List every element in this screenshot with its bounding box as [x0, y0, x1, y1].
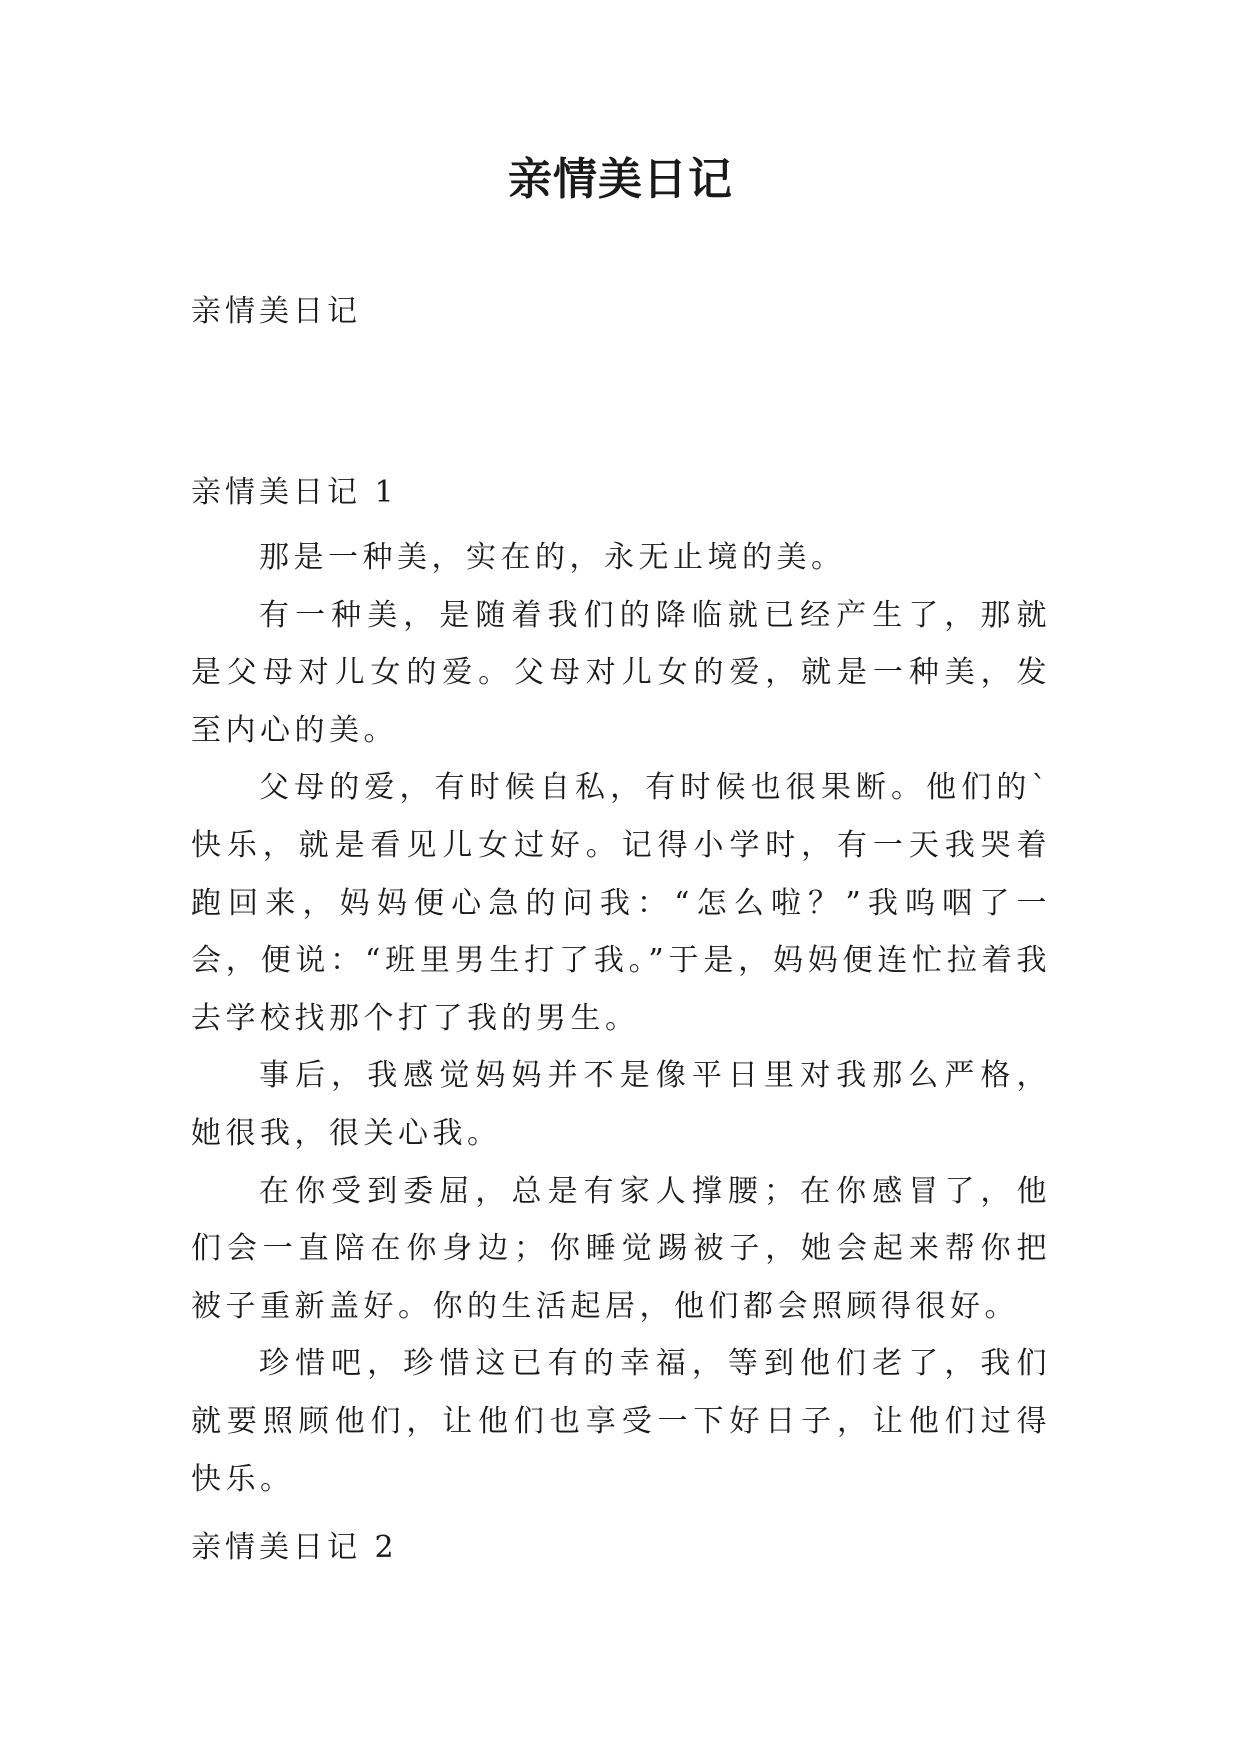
paragraph: 父母的爱，有时候自私，有时候也很果断。他们的`快乐，就是看见儿女过好。记得小学时，有一天我哭着跑回来，妈妈便心急的问我：“怎么啦？”我呜咽了一会，便说：“班里男生打了我。”于是，妈妈便连忙拉着我去学校找那个打了我的男生。 [191, 770, 1051, 1036]
paragraph: 那是一种美，实在的，永无止境的美。 [259, 540, 846, 575]
section-heading-1: 亲情美日记 1 [191, 475, 398, 510]
paragraph: 事后，我感觉妈妈并不是像平日里对我那么严格，她很我，很关心我。 [191, 1058, 1051, 1151]
document-subtitle: 亲情美日记 [191, 294, 361, 329]
paragraph: 珍惜吧，珍惜这已有的幸福，等到他们老了，我们就要照顾他们，让他们也享受一下好日子，让他们过得快乐。 [191, 1346, 1051, 1497]
paragraph: 有一种美，是随着我们的降临就已经产生了，那就是父母对儿女的爱。父母对儿女的爱，就是一种美，发至内心的美。 [191, 597, 1051, 748]
paragraph: 在你受到委屈，总是有家人撑腰；在你感冒了，他们会一直陪在你身边；你睡觉踢被子，她会起来帮你把被子重新盖好。你的生活起居，他们都会照顾得很好。 [191, 1173, 1051, 1324]
document-title: 亲情美日记 [508, 154, 733, 205]
section-heading-2: 亲情美日记 2 [191, 1530, 398, 1565]
section-body-1 [191, 529, 1051, 1508]
